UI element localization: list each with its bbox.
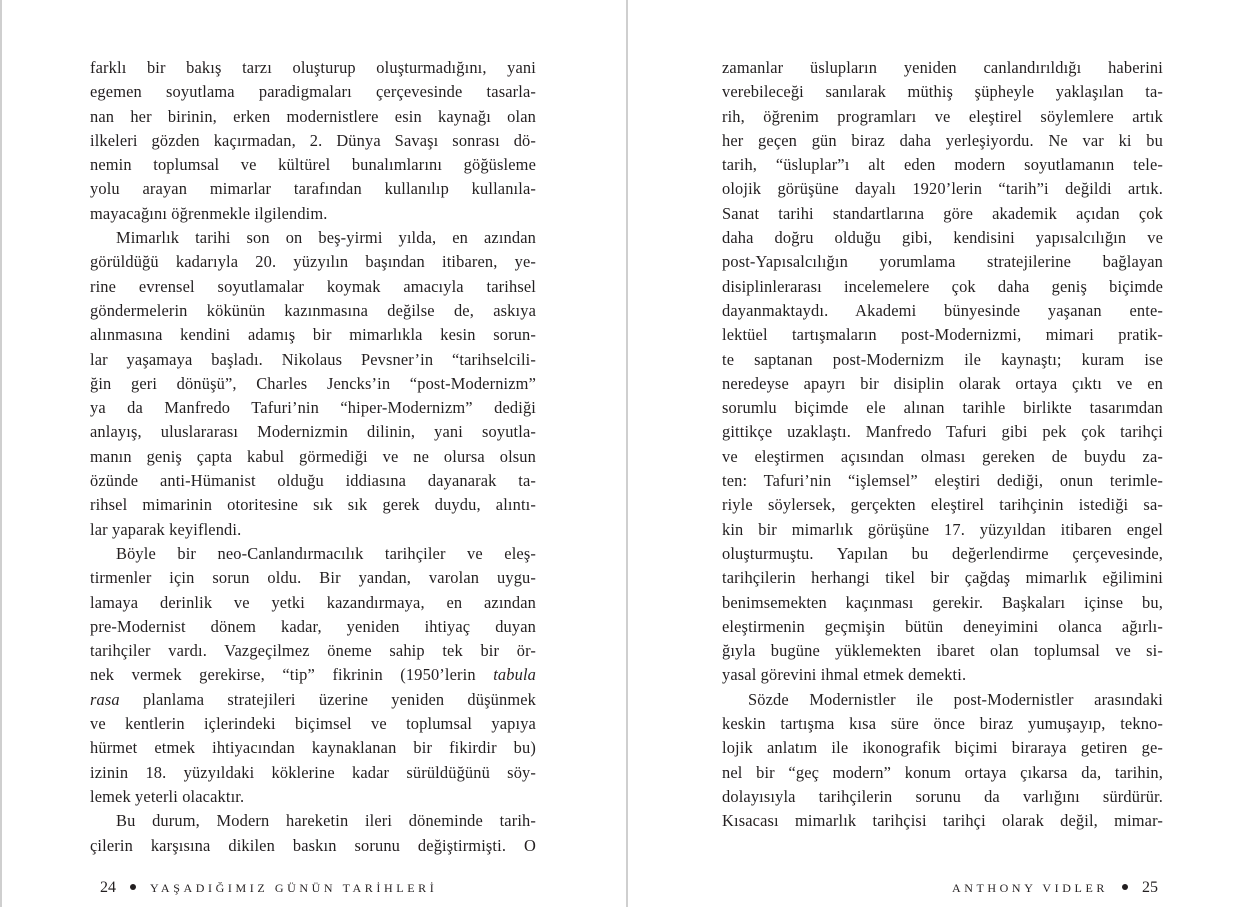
text-line bbox=[90, 420, 536, 444]
text-line bbox=[722, 518, 1163, 542]
line-text: ve eleştirmen açısından olması gereken de buydu za- bbox=[722, 446, 1163, 466]
text-line bbox=[722, 105, 1163, 129]
line-text: nek vermek gerekirse, “tip” fikrinin (1950’lerin bbox=[90, 665, 476, 685]
line-text: gittikçe uzaklaştı. Manfredo Tafuri gibi pek çok tarihçi bbox=[722, 422, 1163, 442]
line-text: verebileceği sanılarak müthiş şüpheyle yaklaşılan ta- bbox=[722, 82, 1163, 102]
bullet-separator-icon bbox=[130, 884, 136, 890]
line-text: lemek yeterli olacaktır. bbox=[90, 786, 245, 806]
text-line bbox=[722, 809, 1163, 833]
line-text: mayacağını öğrenmekle ilgilendim. bbox=[90, 203, 328, 223]
line-text: nemin toplumsal ve kültürel bunalımlarını göğüsleme bbox=[90, 155, 536, 175]
text-line bbox=[722, 688, 1163, 712]
text-line bbox=[722, 615, 1163, 639]
text-line bbox=[722, 420, 1163, 444]
text-line bbox=[90, 834, 536, 858]
line-text: planlama stratejileri üzerine yeniden düşünmek bbox=[142, 689, 536, 709]
text-line bbox=[722, 250, 1163, 274]
text-line bbox=[90, 348, 536, 372]
text-line bbox=[90, 518, 536, 542]
line-text: anlayış, uluslararası Modernizmin dilinin, yani soyutla- bbox=[90, 422, 536, 442]
italic-term: rasa bbox=[90, 689, 120, 709]
line-text: tirmenler için sorun oldu. Bir yandan, varolan uygu- bbox=[90, 568, 536, 588]
line-text: olojik görüşüne dayalı 1920’lerin “tarih”i değildi artık. bbox=[722, 179, 1163, 199]
line-text: ğin geri dönüşü”, Charles Jencks’in “post-Modernizm” bbox=[90, 373, 536, 393]
text-line bbox=[90, 493, 536, 517]
text-line bbox=[722, 469, 1163, 493]
text-line bbox=[90, 736, 536, 760]
text-line bbox=[722, 785, 1163, 809]
text-line bbox=[90, 761, 536, 785]
text-line bbox=[90, 105, 536, 129]
text-line bbox=[90, 299, 536, 323]
line-text: egemen soyutlama paradigmaları çerçevesinde tasarla- bbox=[90, 82, 536, 102]
text-line bbox=[90, 712, 536, 736]
line-text: oluşturmuştu. Yapılan bu değerlendirme çerçevesinde, bbox=[722, 543, 1163, 563]
text-line bbox=[90, 80, 536, 104]
line-text: disiplinlerarası incelemelere çok daha geniş biçimde bbox=[722, 276, 1163, 296]
line-text: Mimarlık tarihi son on beş-yirmi yılda, en azından bbox=[116, 228, 536, 248]
line-text: ten: Tafuri’nin “işlemsel” eleştiri dediği, onun terimle- bbox=[722, 471, 1163, 491]
text-line bbox=[722, 639, 1163, 663]
text-line bbox=[90, 615, 536, 639]
line-text: yasal görevini ihmal etmek demekti. bbox=[722, 665, 967, 685]
text-line bbox=[722, 299, 1163, 323]
running-head-author: ANTHONY VIDLER bbox=[951, 881, 1108, 895]
text-line bbox=[722, 348, 1163, 372]
line-text: yolu arayan mimarlar tarafından kullanılıp kullanıla- bbox=[90, 179, 536, 199]
left-page-footer bbox=[100, 877, 437, 899]
right-page-footer bbox=[952, 877, 1158, 899]
text-line bbox=[90, 445, 536, 469]
line-text: rine evrensel soyutlamalar koymak amacıyla tarihsel bbox=[90, 276, 536, 296]
line-text: te saptanan post-Modernizm ile kaynaştı; kuram ise bbox=[722, 349, 1163, 369]
text-line bbox=[90, 202, 536, 226]
line-text: tarihçilerin herhangi tikel bir çağdaş mimarlık eğilimini bbox=[722, 568, 1163, 588]
italic-term: tabula bbox=[493, 665, 537, 685]
text-line bbox=[90, 809, 536, 833]
text-line bbox=[90, 688, 536, 712]
line-text: lektüel tartışmaların post-Modernizmi, mimari pratik- bbox=[722, 325, 1163, 345]
line-text: riyle söylersek, gerçekten eleştirel tarihçinin istediği sa- bbox=[722, 495, 1163, 515]
text-line bbox=[722, 177, 1163, 201]
line-text: eleştirmenin geçmişin bütün deneyimini olanca ağırlı- bbox=[722, 616, 1163, 636]
text-line bbox=[90, 469, 536, 493]
text-line bbox=[722, 80, 1163, 104]
line-text: Kısacası mimarlık tarihçisi tarihçi olarak değil, mimar- bbox=[722, 811, 1163, 831]
line-text: neredeyse apayrı bir disiplin olarak ortaya çıktı ve en bbox=[722, 373, 1163, 393]
line-text: lamaya derinlik ve yetki kazandırmaya, en azından bbox=[90, 592, 536, 612]
line-text: ğıyla bugüne yüklemekten ibaret olan toplumsal ve si- bbox=[722, 641, 1163, 661]
text-line bbox=[722, 712, 1163, 736]
text-line bbox=[90, 275, 536, 299]
bullet-separator-icon bbox=[1122, 884, 1128, 890]
text-line bbox=[90, 372, 536, 396]
text-line bbox=[722, 372, 1163, 396]
line-text: görüldüğü kadarıyla 20. yüzyılın başından itibaren, ye- bbox=[90, 252, 536, 272]
line-text: Sözde Modernistler ile post-Modernistler arasındaki bbox=[748, 689, 1163, 709]
text-line bbox=[90, 129, 536, 153]
line-text: özünde anti-Hümanist olduğu iddiasına dayanarak ta- bbox=[90, 471, 536, 491]
text-line bbox=[90, 153, 536, 177]
line-text: nan her birinin, erken modernistlere esin kaynağı olan bbox=[90, 106, 536, 126]
line-text: zamanlar üslupların yeniden canlandırıldığı haberini bbox=[722, 58, 1163, 77]
text-line bbox=[90, 542, 536, 566]
text-line bbox=[722, 56, 1163, 80]
line-text: farklı bir bakış tarzı oluşturup oluşturmadığını, yani bbox=[90, 58, 536, 77]
line-text: rihsel mimarinin otoritesine sık sık gerek duydu, alıntı- bbox=[90, 495, 536, 515]
line-text: Böyle bir neo-Canlandırmacılık tarihçiler ve eleş- bbox=[116, 543, 536, 563]
line-text: tarih, “üsluplar”ı alt eden modern soyutlamanın tele- bbox=[722, 155, 1163, 175]
line-text: her geçen gün biraz daha yerleşiyordu. Ne var ki bu bbox=[722, 130, 1163, 150]
text-line bbox=[722, 396, 1163, 420]
text-line bbox=[90, 56, 536, 80]
line-text: post-Yapısalcılığın yorumlama stratejilerine bağlayan bbox=[722, 252, 1163, 272]
line-text: ve kentlerin içlerindeki biçimsel ve toplumsal yapıya bbox=[90, 714, 536, 734]
line-text: pre-Modernist dönem kadar, yeniden ihtiyaç duyan bbox=[90, 616, 536, 636]
right-page bbox=[628, 0, 1250, 907]
text-line bbox=[722, 445, 1163, 469]
page-number: 25 bbox=[1142, 879, 1158, 896]
line-text: izinin 18. yüzyıldaki köklerine kadar sürüldüğünü söy- bbox=[90, 762, 536, 782]
line-text: lojik anlatım ile ikonografik biçimi biraraya getiren ge- bbox=[722, 738, 1163, 758]
line-text: benimsemekten kaçınması gerekir. Başkaları içinse bu, bbox=[722, 592, 1163, 612]
line-text: nel bir “geç modern” konum ortaya çıkarsa da, tarihin, bbox=[722, 762, 1163, 782]
line-text: lar yaşamaya başladı. Nikolaus Pevsner’in “tarihselcili- bbox=[90, 349, 536, 369]
line-text: keskin tartışma kısa süre önce biraz yumuşayıp, tekno- bbox=[722, 714, 1163, 734]
line-text: hürmet etmek ihtiyacından kaynaklanan bir fikirdir bu) bbox=[90, 738, 536, 758]
line-text: rih, öğrenim programları ve eleştirel söylemlere artık bbox=[722, 106, 1163, 126]
line-text: dolayısıyla tarihçilerin sorunu da varlığını sürdürür. bbox=[722, 786, 1163, 806]
text-line bbox=[722, 542, 1163, 566]
line-text: alınmasına kendini adamış bir mimarlıkla kesin sorun- bbox=[90, 325, 536, 345]
text-line bbox=[722, 493, 1163, 517]
line-text: lar yaparak keyiflendi. bbox=[90, 519, 242, 539]
text-line bbox=[722, 275, 1163, 299]
text-line bbox=[90, 323, 536, 347]
text-line bbox=[722, 591, 1163, 615]
text-line bbox=[722, 761, 1163, 785]
line-text: göndermelerin kökünün kazınmasına değilse de, askıya bbox=[90, 300, 536, 320]
line-text: Sanat tarihi standartlarına göre akademik açıdan çok bbox=[722, 203, 1163, 223]
text-line bbox=[90, 226, 536, 250]
text-line bbox=[90, 639, 536, 663]
text-line bbox=[722, 226, 1163, 250]
left-page bbox=[2, 0, 626, 907]
text-line bbox=[90, 663, 536, 687]
line-text: ya da Manfredo Tafuri’nin “hiper-Modernizm” dediği bbox=[90, 398, 536, 418]
text-line bbox=[722, 129, 1163, 153]
text-line bbox=[90, 396, 536, 420]
text-line bbox=[90, 566, 536, 590]
running-head-book-title: YAŞADIĞIMIZ GÜNÜN TARİHLERİ bbox=[150, 881, 438, 895]
text-line bbox=[90, 177, 536, 201]
text-line bbox=[722, 153, 1163, 177]
right-page-text-column bbox=[722, 56, 1163, 834]
line-text: manın geniş çapta kabul görmediği ve ne olursa olsun bbox=[90, 446, 536, 466]
line-text: ilkeleri gözden kaçırmadan, 2. Dünya Savaşı sonrası dö- bbox=[90, 130, 536, 150]
line-text: dayanmaktaydı. Akademi bünyesinde yaşanan ente- bbox=[722, 300, 1163, 320]
left-page-text-column bbox=[90, 56, 536, 858]
text-line bbox=[722, 566, 1163, 590]
text-line bbox=[722, 663, 1163, 687]
line-text: daha doğru olduğu gibi, kendisini yapısalcılığın ve bbox=[722, 228, 1163, 248]
text-line bbox=[722, 736, 1163, 760]
line-text: sorumlu biçimde ele alınan tarihle birlikte tasarımdan bbox=[722, 398, 1163, 418]
page-number: 24 bbox=[100, 879, 116, 896]
text-line bbox=[722, 323, 1163, 347]
text-line bbox=[722, 202, 1163, 226]
line-text: çilerin karşısına dikilen baskın sorunu değiştirmişti. O bbox=[90, 835, 536, 855]
line-text: kin bir mimarlık görüşüne 17. yüzyıldan itibaren engel bbox=[722, 519, 1163, 539]
line-text: Bu durum, Modern hareketin ileri döneminde tarih- bbox=[116, 811, 536, 831]
text-line bbox=[90, 250, 536, 274]
text-line bbox=[90, 591, 536, 615]
text-line bbox=[90, 785, 536, 809]
line-text: tarihçiler vardı. Vazgeçilmez öneme sahip tek bir ör- bbox=[90, 641, 536, 661]
